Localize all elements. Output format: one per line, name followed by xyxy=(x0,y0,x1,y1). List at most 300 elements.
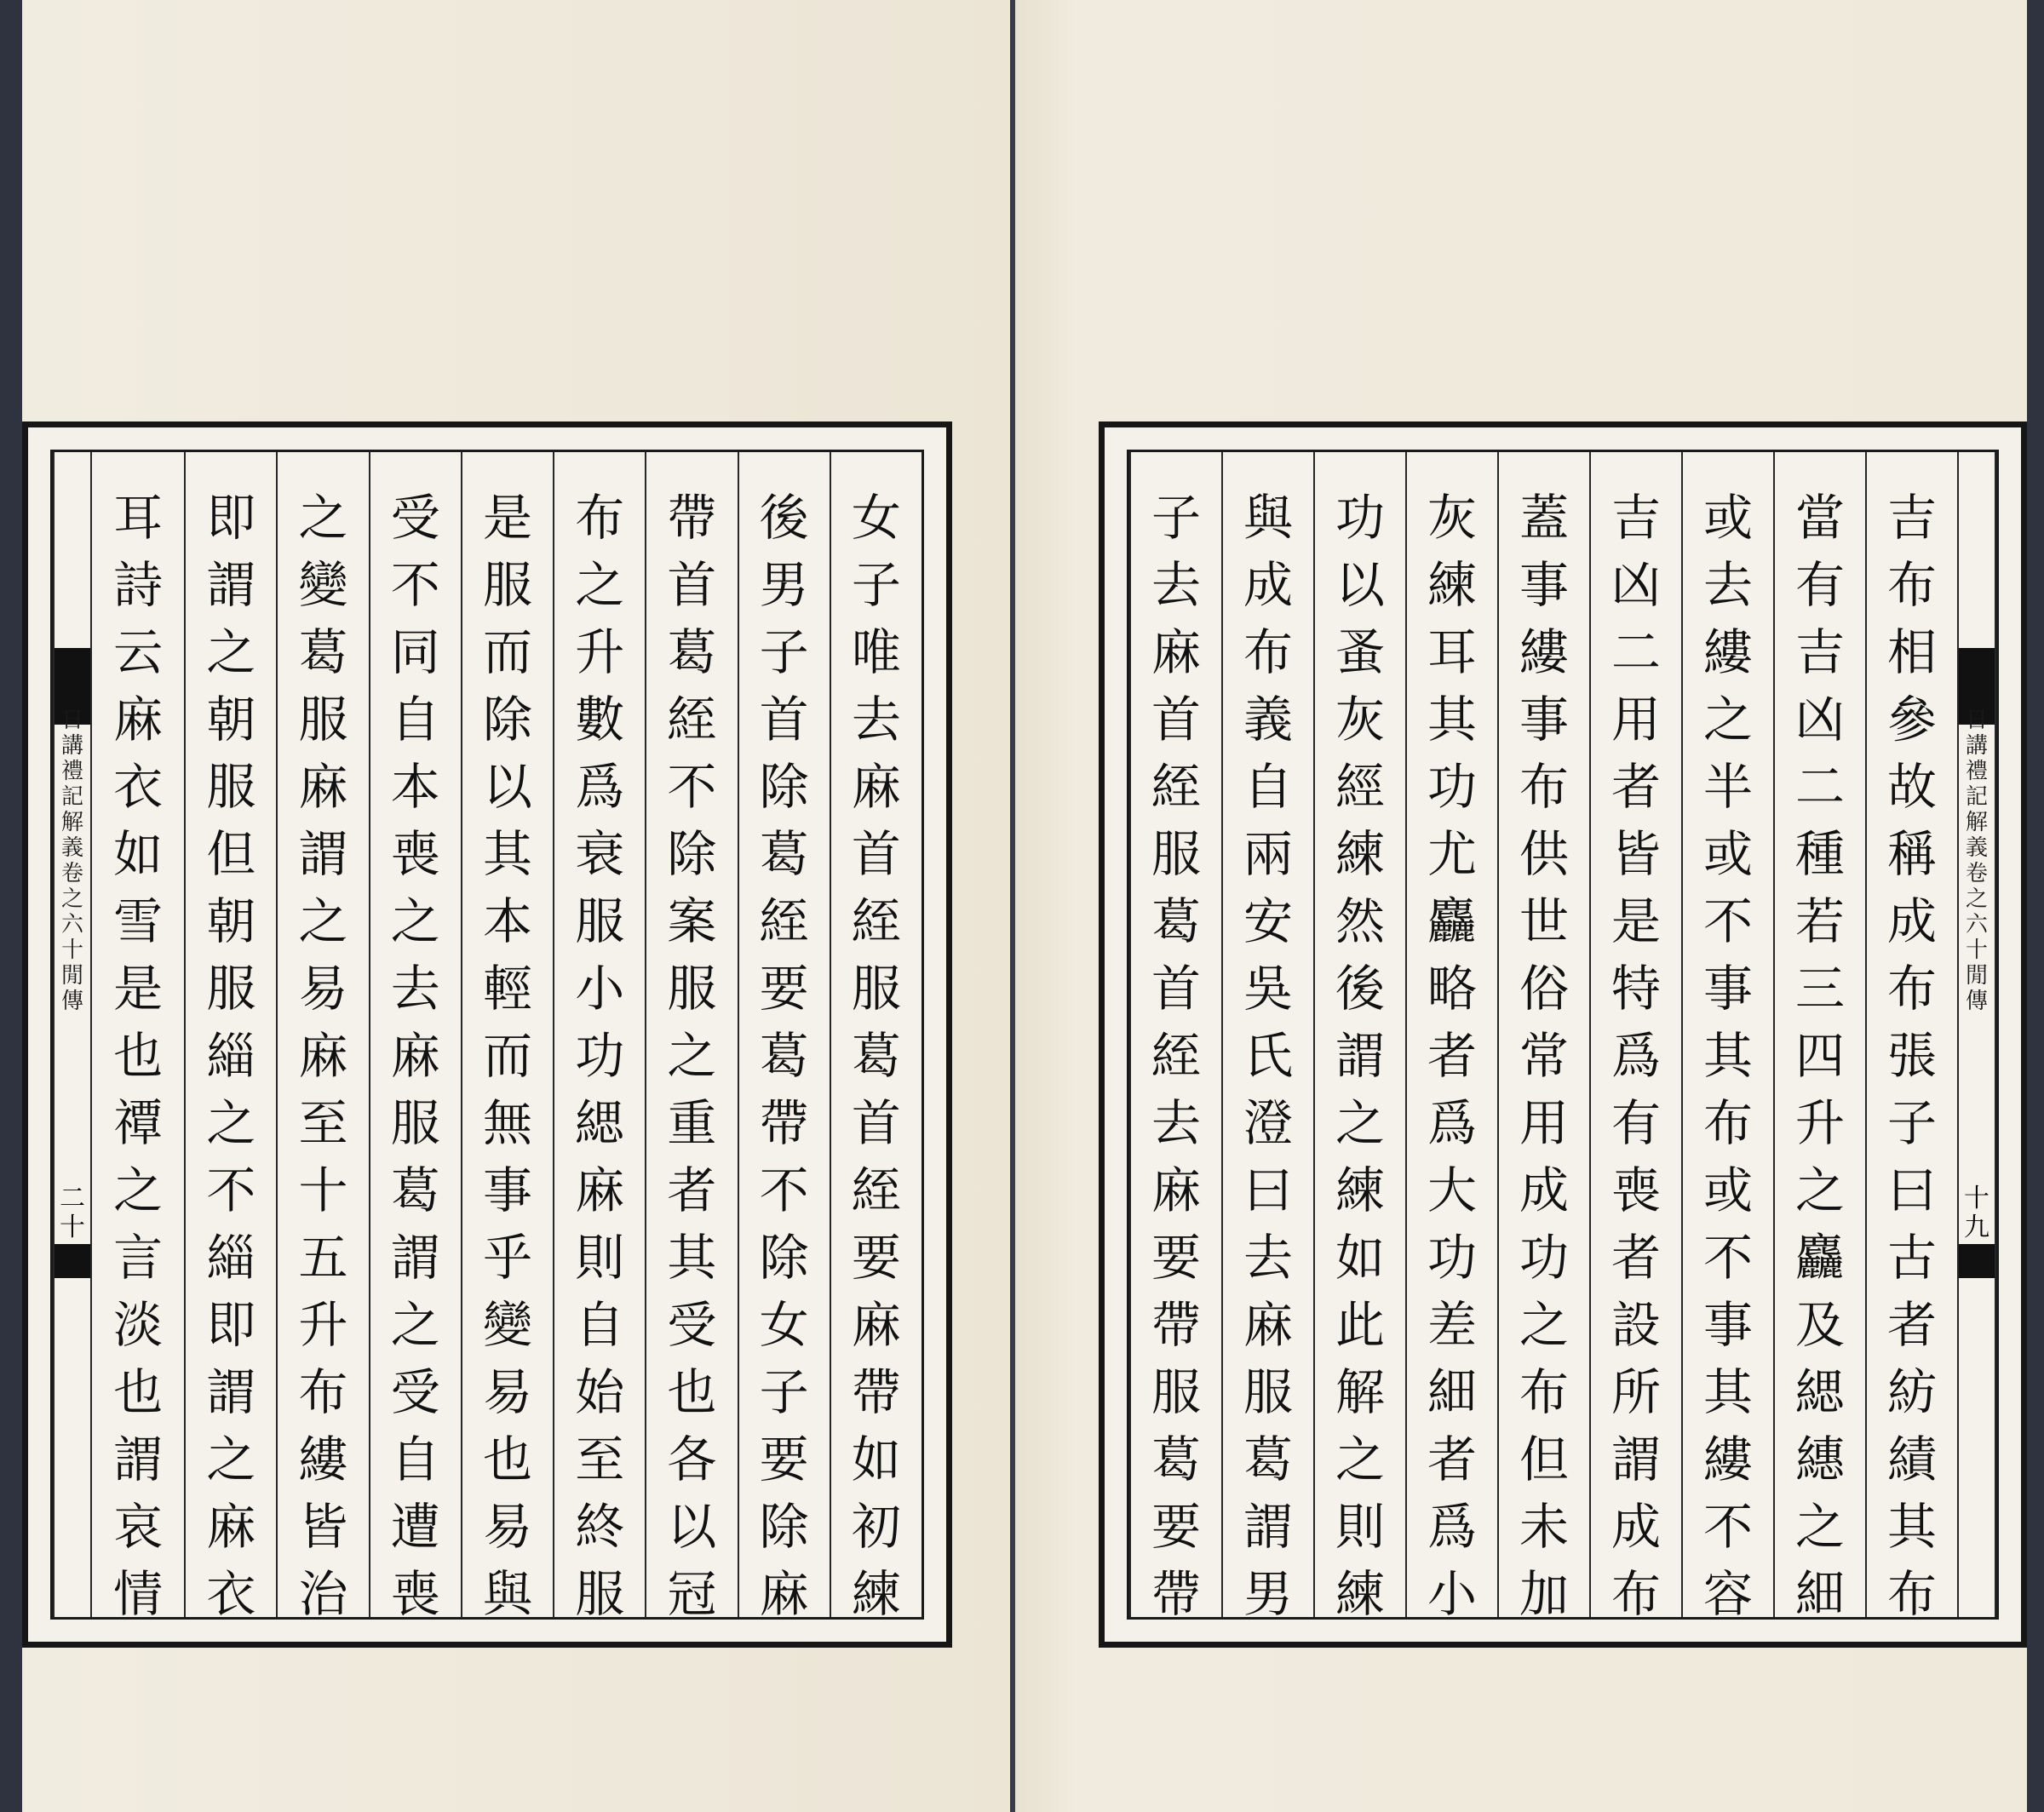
character: 世 xyxy=(1519,892,1569,950)
character: 未 xyxy=(1519,1498,1569,1556)
left-text-column xyxy=(92,452,184,1623)
character: 古 xyxy=(1886,1229,1937,1287)
character: 要 xyxy=(1151,1498,1201,1556)
character: 服 xyxy=(575,892,625,950)
character: 喪 xyxy=(390,1565,440,1623)
character: 而 xyxy=(482,623,532,681)
character: 絰 xyxy=(1151,758,1201,816)
left-text-column xyxy=(738,452,830,1623)
character: 練 xyxy=(851,1565,901,1623)
character: 即 xyxy=(206,1296,256,1354)
character: 去 xyxy=(851,691,901,748)
character: 功 xyxy=(1335,489,1385,547)
character: 常 xyxy=(1519,1027,1569,1085)
character: 麤 xyxy=(1794,1229,1845,1287)
character: 案 xyxy=(667,892,717,950)
character: 縷 xyxy=(298,1431,348,1488)
character: 同 xyxy=(390,623,440,681)
character: 之 xyxy=(390,892,440,950)
character: 小 xyxy=(1427,1565,1477,1623)
character: 之 xyxy=(1335,1431,1385,1488)
character: 男 xyxy=(1243,1565,1293,1623)
character: 繐 xyxy=(1794,1431,1845,1488)
character: 也 xyxy=(667,1363,717,1421)
character: 受 xyxy=(667,1296,717,1354)
fishtail-mark xyxy=(55,1244,90,1278)
character: 自 xyxy=(1243,758,1293,816)
character: 功 xyxy=(1427,758,1477,816)
character: 俗 xyxy=(1519,960,1569,1018)
character: 布 xyxy=(1611,1565,1661,1623)
character: 即 xyxy=(206,489,256,547)
character: 麻 xyxy=(575,1161,625,1219)
character: 易 xyxy=(482,1363,532,1421)
character: 冠 xyxy=(667,1565,717,1623)
character: 供 xyxy=(1519,825,1569,883)
character: 或 xyxy=(1702,1161,1753,1219)
character: 或 xyxy=(1702,825,1753,883)
character: 至 xyxy=(575,1431,625,1488)
character: 澄 xyxy=(1243,1094,1293,1152)
character: 除 xyxy=(759,1229,809,1287)
character: 服 xyxy=(575,1565,625,1623)
character: 績 xyxy=(1886,1431,1937,1488)
character: 蓋 xyxy=(1519,489,1569,547)
character: 事 xyxy=(1702,960,1753,1018)
character: 此 xyxy=(1335,1296,1385,1354)
character: 服 xyxy=(851,960,901,1018)
character: 衣 xyxy=(113,758,164,816)
character: 爲 xyxy=(1611,1027,1661,1085)
character: 練 xyxy=(1427,556,1477,614)
character: 布 xyxy=(1519,1363,1569,1421)
character: 去 xyxy=(1151,556,1201,614)
character: 練 xyxy=(1335,825,1385,883)
character: 情 xyxy=(113,1565,164,1623)
character: 與 xyxy=(482,1565,532,1623)
character: 葛 xyxy=(1151,892,1201,950)
character: 帶 xyxy=(1151,1565,1201,1623)
banxin-title: 日 講 禮 記 解 義 卷 之 六 十 閒 傳 xyxy=(1965,708,1988,1014)
character: 不 xyxy=(206,1161,256,1219)
character: 皆 xyxy=(298,1498,348,1556)
character: 絰 xyxy=(667,691,717,748)
character: 帶 xyxy=(851,1363,901,1421)
character: 自 xyxy=(575,1296,625,1354)
character: 故 xyxy=(1886,758,1937,816)
character: 功 xyxy=(1427,1229,1477,1287)
character: 則 xyxy=(575,1229,625,1287)
character: 子 xyxy=(1151,489,1201,547)
character: 爲 xyxy=(575,758,625,816)
character: 與 xyxy=(1243,489,1293,547)
character: 有 xyxy=(1794,556,1845,614)
character: 乎 xyxy=(482,1229,532,1287)
character: 禫 xyxy=(113,1094,164,1152)
character: 縷 xyxy=(1519,623,1569,681)
character: 絰 xyxy=(851,892,901,950)
character: 各 xyxy=(667,1431,717,1488)
character: 之 xyxy=(298,892,348,950)
right-text-column xyxy=(1589,452,1681,1623)
character: 差 xyxy=(1427,1296,1477,1354)
character: 葛 xyxy=(851,1027,901,1085)
character: 謂 xyxy=(1335,1027,1385,1085)
character: 而 xyxy=(482,1027,532,1085)
character: 其 xyxy=(1427,691,1477,748)
right-text-column xyxy=(1865,452,1957,1623)
right-text-column xyxy=(1497,452,1589,1623)
character: 至 xyxy=(298,1094,348,1152)
character: 也 xyxy=(482,1431,532,1488)
character: 服 xyxy=(390,1094,440,1152)
character: 以 xyxy=(482,758,532,816)
character: 耳 xyxy=(1427,623,1477,681)
character: 麻 xyxy=(298,758,348,816)
character: 吉 xyxy=(1794,623,1845,681)
character: 用 xyxy=(1611,691,1661,748)
left-text-column xyxy=(184,452,276,1623)
character: 首 xyxy=(667,556,717,614)
character: 升 xyxy=(575,623,625,681)
character: 朝 xyxy=(206,691,256,748)
character: 其 xyxy=(1702,1027,1753,1085)
character: 謂 xyxy=(206,556,256,614)
character: 如 xyxy=(113,825,164,883)
character: 首 xyxy=(851,825,901,883)
character: 之 xyxy=(1794,1498,1845,1556)
right-text-column xyxy=(1221,452,1313,1623)
character: 服 xyxy=(298,691,348,748)
character: 張 xyxy=(1886,1027,1937,1085)
character: 麻 xyxy=(390,1027,440,1085)
right-text-block xyxy=(1127,450,1999,1623)
left-text-column xyxy=(553,452,645,1623)
character: 若 xyxy=(1794,892,1845,950)
character: 功 xyxy=(575,1027,625,1085)
character: 受 xyxy=(390,1363,440,1421)
character: 然 xyxy=(1335,892,1385,950)
character: 縷 xyxy=(1702,1431,1753,1488)
character: 葛 xyxy=(1243,1431,1293,1488)
character: 云 xyxy=(113,623,164,681)
character: 麻 xyxy=(851,1296,901,1354)
character: 曰 xyxy=(1886,1161,1937,1219)
character: 葛 xyxy=(298,623,348,681)
character: 容 xyxy=(1702,1565,1753,1623)
folio-number: 二 十 xyxy=(60,1184,85,1242)
character: 細 xyxy=(1794,1565,1845,1623)
character: 唯 xyxy=(851,623,901,681)
character: 成 xyxy=(1243,556,1293,614)
right-text-column xyxy=(1129,452,1221,1623)
character: 是 xyxy=(482,489,532,547)
character: 灰 xyxy=(1427,489,1477,547)
character: 重 xyxy=(667,1094,717,1152)
character: 變 xyxy=(298,556,348,614)
character: 事 xyxy=(482,1161,532,1219)
character: 但 xyxy=(206,825,256,883)
character: 初 xyxy=(851,1498,901,1556)
character: 麻 xyxy=(206,1498,256,1556)
character: 皆 xyxy=(1611,825,1661,883)
character: 也 xyxy=(113,1027,164,1085)
left-text-column xyxy=(645,452,737,1623)
character: 及 xyxy=(1794,1296,1845,1354)
character: 設 xyxy=(1611,1296,1661,1354)
character: 葛 xyxy=(667,623,717,681)
right-text-column xyxy=(1313,452,1405,1623)
character: 麻 xyxy=(759,1565,809,1623)
character: 麤 xyxy=(1427,892,1477,950)
character: 女 xyxy=(759,1296,809,1354)
character: 尤 xyxy=(1427,825,1477,883)
character: 子 xyxy=(759,1363,809,1421)
character: 有 xyxy=(1611,1094,1661,1152)
character: 要 xyxy=(759,1431,809,1488)
left-printed-frame xyxy=(22,421,952,1648)
character: 事 xyxy=(1519,556,1569,614)
character: 大 xyxy=(1427,1161,1477,1219)
character: 之 xyxy=(206,1431,256,1488)
character: 相 xyxy=(1886,623,1937,681)
character: 要 xyxy=(851,1229,901,1287)
character: 二 xyxy=(1794,758,1845,816)
character: 成 xyxy=(1886,892,1937,950)
character: 凶 xyxy=(1611,556,1661,614)
character: 事 xyxy=(1702,1296,1753,1354)
character: 吉 xyxy=(1886,489,1937,547)
character: 緇 xyxy=(206,1027,256,1085)
character: 小 xyxy=(575,960,625,1018)
character: 義 xyxy=(1243,691,1293,748)
character: 本 xyxy=(390,758,440,816)
left-text-block xyxy=(50,450,924,1623)
character: 五 xyxy=(298,1229,348,1287)
character: 安 xyxy=(1243,892,1293,950)
right-text-column xyxy=(1773,452,1865,1623)
character: 除 xyxy=(667,825,717,883)
character: 喪 xyxy=(1611,1161,1661,1219)
character: 耳 xyxy=(113,489,164,547)
character: 數 xyxy=(575,691,625,748)
character: 氏 xyxy=(1243,1027,1293,1085)
character: 之 xyxy=(390,1296,440,1354)
character: 哀 xyxy=(113,1498,164,1556)
character: 細 xyxy=(1427,1363,1477,1421)
right-text-column xyxy=(1405,452,1497,1623)
character: 之 xyxy=(1794,1161,1845,1219)
character: 不 xyxy=(1702,1498,1753,1556)
character: 首 xyxy=(1151,691,1201,748)
character: 遭 xyxy=(390,1498,440,1556)
character: 去 xyxy=(390,960,440,1018)
character: 緇 xyxy=(206,1229,256,1287)
character: 布 xyxy=(1243,623,1293,681)
character: 參 xyxy=(1886,691,1937,748)
character: 之 xyxy=(575,556,625,614)
character: 子 xyxy=(1886,1094,1937,1152)
character: 所 xyxy=(1611,1363,1661,1421)
character: 布 xyxy=(298,1363,348,1421)
character: 則 xyxy=(1335,1498,1385,1556)
character: 灰 xyxy=(1335,691,1385,748)
character: 治 xyxy=(298,1565,348,1623)
character: 者 xyxy=(1611,758,1661,816)
character: 後 xyxy=(759,489,809,547)
character: 受 xyxy=(390,489,440,547)
character: 之 xyxy=(1335,1094,1385,1152)
character: 者 xyxy=(1611,1229,1661,1287)
character: 其 xyxy=(1702,1363,1753,1421)
character: 如 xyxy=(851,1431,901,1488)
character: 服 xyxy=(206,758,256,816)
character: 自 xyxy=(390,691,440,748)
character: 帶 xyxy=(1151,1296,1201,1354)
left-text-column xyxy=(276,452,368,1623)
right-printed-frame xyxy=(1099,421,2027,1648)
character: 功 xyxy=(1519,1229,1569,1287)
character: 謂 xyxy=(298,825,348,883)
character: 不 xyxy=(1702,892,1753,950)
character: 女 xyxy=(851,489,901,547)
character: 成 xyxy=(1519,1161,1569,1219)
character: 麻 xyxy=(298,1027,348,1085)
character: 之 xyxy=(206,623,256,681)
character: 爲 xyxy=(1427,1498,1477,1556)
left-text-column xyxy=(369,452,461,1623)
character: 或 xyxy=(1702,489,1753,547)
character: 緦 xyxy=(575,1094,625,1152)
character: 之 xyxy=(1519,1296,1569,1354)
character: 爲 xyxy=(1427,1094,1477,1152)
character: 首 xyxy=(759,691,809,748)
character: 葛 xyxy=(759,825,809,883)
character: 特 xyxy=(1611,960,1661,1018)
character: 雪 xyxy=(113,892,164,950)
character: 謂 xyxy=(113,1431,164,1488)
character: 之 xyxy=(113,1161,164,1219)
character: 事 xyxy=(1519,691,1569,748)
character: 衰 xyxy=(575,825,625,883)
character: 麻 xyxy=(1151,623,1201,681)
character: 用 xyxy=(1519,1094,1569,1152)
character: 是 xyxy=(1611,892,1661,950)
character: 四 xyxy=(1794,1027,1845,1085)
character: 去 xyxy=(1243,1229,1293,1287)
character: 略 xyxy=(1427,960,1477,1018)
character: 凶 xyxy=(1794,691,1845,748)
character: 之 xyxy=(667,1027,717,1085)
banxin-title: 日 講 禮 記 解 義 卷 之 六 十 閒 傳 xyxy=(60,708,83,1014)
character: 輕 xyxy=(482,960,532,1018)
character: 以 xyxy=(667,1498,717,1556)
character: 無 xyxy=(482,1094,532,1152)
character: 以 xyxy=(1335,556,1385,614)
character: 葛 xyxy=(390,1161,440,1219)
character: 布 xyxy=(1886,556,1937,614)
character: 本 xyxy=(482,892,532,950)
character: 帶 xyxy=(759,1094,809,1152)
character: 布 xyxy=(1886,960,1937,1018)
character: 者 xyxy=(1427,1431,1477,1488)
left-banxin xyxy=(53,452,92,1617)
character: 變 xyxy=(482,1296,532,1354)
character: 要 xyxy=(759,960,809,1018)
character: 後 xyxy=(1335,960,1385,1018)
character: 緦 xyxy=(1794,1363,1845,1421)
character: 之 xyxy=(298,489,348,547)
character: 二 xyxy=(1611,623,1661,681)
character: 者 xyxy=(1427,1027,1477,1085)
right-banxin xyxy=(1957,452,1996,1617)
character: 朝 xyxy=(206,892,256,950)
character: 解 xyxy=(1335,1363,1385,1421)
character: 葛 xyxy=(1151,1431,1201,1488)
character: 但 xyxy=(1519,1431,1569,1488)
character: 也 xyxy=(113,1363,164,1421)
character: 紡 xyxy=(1886,1363,1937,1421)
character: 終 xyxy=(575,1498,625,1556)
character: 不 xyxy=(1702,1229,1753,1287)
character: 經 xyxy=(1335,758,1385,816)
character: 始 xyxy=(575,1363,625,1421)
character: 男 xyxy=(759,556,809,614)
character: 絰 xyxy=(1151,1027,1201,1085)
character: 服 xyxy=(206,960,256,1018)
character: 服 xyxy=(1151,1363,1201,1421)
character: 絰 xyxy=(759,892,809,950)
left-text-column xyxy=(830,452,922,1623)
character: 布 xyxy=(1702,1094,1753,1152)
character: 去 xyxy=(1151,1094,1201,1152)
character: 淡 xyxy=(113,1296,164,1354)
character: 詩 xyxy=(113,556,164,614)
character: 之 xyxy=(206,1094,256,1152)
character: 麻 xyxy=(1151,1161,1201,1219)
character: 升 xyxy=(1794,1094,1845,1152)
character: 要 xyxy=(1151,1229,1201,1287)
character: 服 xyxy=(1151,825,1201,883)
character: 蚤 xyxy=(1335,623,1385,681)
character: 升 xyxy=(298,1296,348,1354)
left-text-column xyxy=(461,452,553,1623)
character: 加 xyxy=(1519,1565,1569,1623)
character: 言 xyxy=(113,1229,164,1287)
character: 謂 xyxy=(390,1229,440,1287)
character: 易 xyxy=(298,960,348,1018)
character: 吳 xyxy=(1243,960,1293,1018)
character: 子 xyxy=(759,623,809,681)
character: 子 xyxy=(851,556,901,614)
character: 除 xyxy=(759,1498,809,1556)
character: 稱 xyxy=(1886,825,1937,883)
character: 種 xyxy=(1794,825,1845,883)
character: 如 xyxy=(1335,1229,1385,1287)
character: 絰 xyxy=(851,1161,901,1219)
character: 當 xyxy=(1794,489,1845,547)
character: 謂 xyxy=(206,1363,256,1421)
character: 布 xyxy=(1519,758,1569,816)
character: 成 xyxy=(1611,1498,1661,1556)
character: 其 xyxy=(1886,1498,1937,1556)
character: 不 xyxy=(390,556,440,614)
character: 謂 xyxy=(1611,1431,1661,1488)
character: 其 xyxy=(482,825,532,883)
character: 者 xyxy=(667,1161,717,1219)
character: 去 xyxy=(1702,556,1753,614)
character: 三 xyxy=(1794,960,1845,1018)
